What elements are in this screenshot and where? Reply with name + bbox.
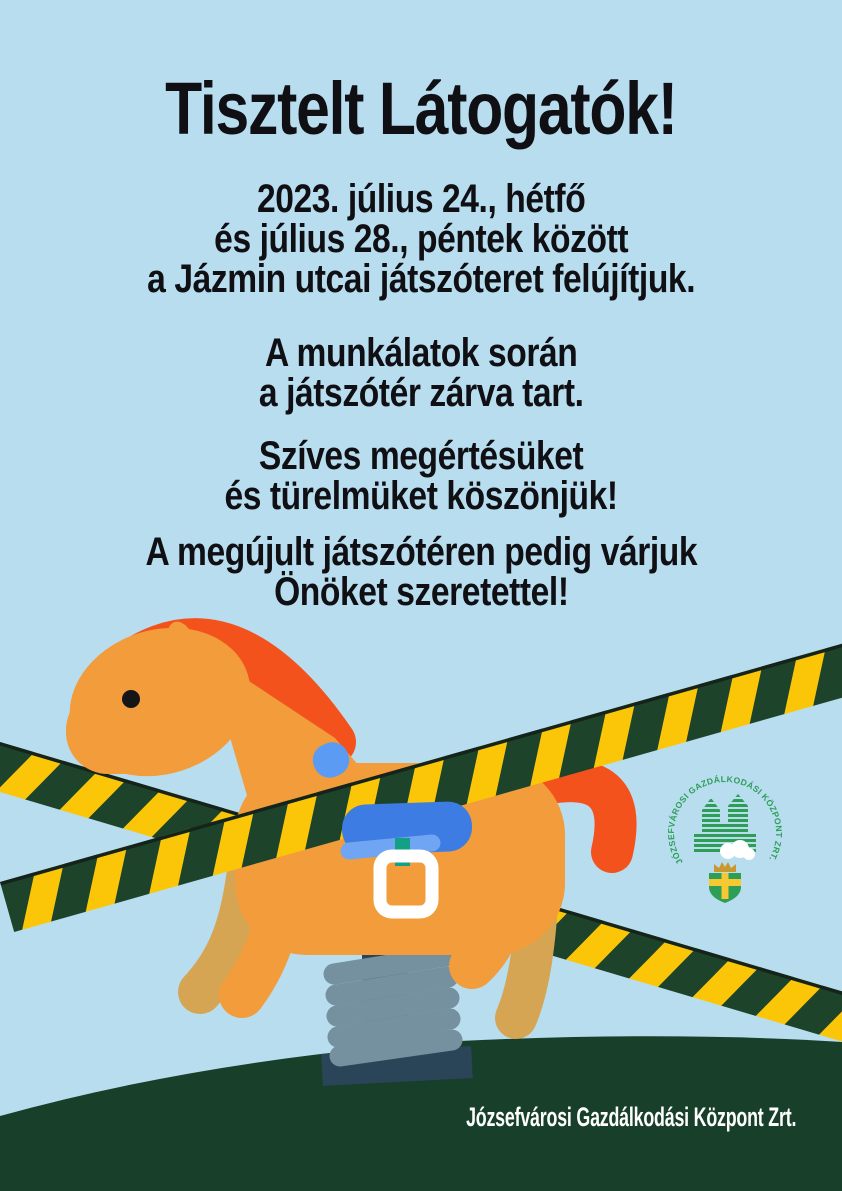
notice-paragraph-thanks (0, 436, 842, 516)
notice-paragraph-welcome (0, 532, 842, 612)
footer-org-name: Józsefvárosi Gazdálkodási Központ Zrt. (465, 1102, 796, 1132)
poster-title-text: Tisztelt Látogatók! (165, 67, 677, 150)
notice-line: Önöket szeretettel! (273, 570, 569, 614)
logo-ring-text: JÓZSEFVÁROSI GAZDÁLKODÁSI KÖZPONT ZRT. (665, 774, 785, 867)
notice-line: Szíves megértésüket (258, 434, 584, 478)
logo-crown-icon (714, 862, 736, 872)
notice-line: és türelmüket köszönjük! (224, 474, 618, 518)
notice-paragraph-closed (0, 333, 842, 413)
notice-line: és július 28., péntek között (214, 217, 628, 261)
poster-title (0, 67, 842, 150)
notice-line: a játszótér zárva tart. (258, 371, 584, 415)
notice-line: A munkálatok során (264, 331, 578, 375)
notice-line: a Jázmin utcai játszóteret felújítjuk. (147, 257, 695, 301)
notice-line: 2023. július 24., hétfő (256, 177, 586, 221)
notice-line: A megújult játszótéren pedig várjuk (145, 530, 697, 574)
spring-coils (334, 956, 452, 1056)
jgk-logo (666, 774, 784, 903)
logo-shield-icon (709, 873, 741, 903)
notice-paragraph-dates (0, 179, 842, 299)
horse-eye (122, 690, 140, 708)
